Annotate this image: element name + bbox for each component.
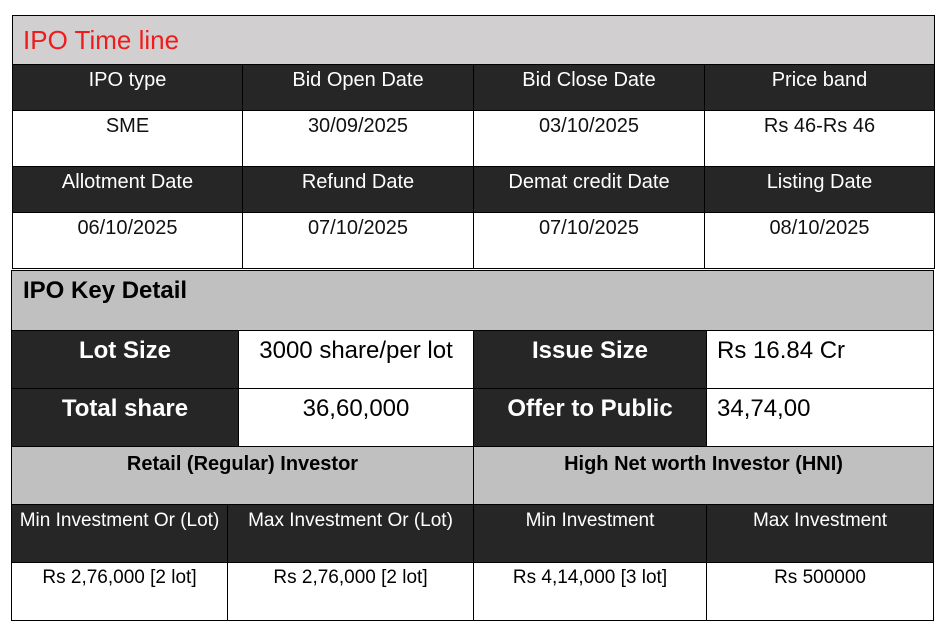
timeline-header-row-2 bbox=[13, 167, 935, 213]
header-price-band: Price band bbox=[705, 65, 935, 111]
lot-size-row bbox=[12, 331, 934, 389]
value-allotment-date: 06/10/2025 bbox=[13, 213, 243, 269]
offer-public-label: Offer to Public bbox=[474, 389, 707, 447]
timeline-header-row-1 bbox=[13, 65, 935, 111]
offer-public-value: 34,74,00 bbox=[707, 389, 934, 447]
header-retail-max-investment: Max Investment Or (Lot) bbox=[228, 505, 474, 563]
header-hni-min-investment: Min Investment bbox=[474, 505, 707, 563]
value-retail-min-investment: Rs 2,76,000 [2 lot] bbox=[12, 563, 228, 621]
issue-size-value: Rs 16.84 Cr bbox=[707, 331, 934, 389]
header-demat-credit-date: Demat credit Date bbox=[474, 167, 705, 213]
ipo-timeline-table bbox=[12, 15, 935, 269]
header-bid-open-date: Bid Open Date bbox=[243, 65, 474, 111]
value-hni-max-investment: Rs 500000 bbox=[707, 563, 934, 621]
header-allotment-date: Allotment Date bbox=[13, 167, 243, 213]
total-share-label: Total share bbox=[12, 389, 239, 447]
value-listing-date: 08/10/2025 bbox=[705, 213, 935, 269]
value-bid-open-date: 30/09/2025 bbox=[243, 111, 474, 167]
header-ipo-type: IPO type bbox=[13, 65, 243, 111]
retail-investor-heading: Retail (Regular) Investor bbox=[12, 447, 474, 505]
key-detail-title: IPO Key Detail bbox=[12, 271, 934, 331]
timeline-title: IPO Time line bbox=[13, 16, 935, 65]
value-refund-date: 07/10/2025 bbox=[243, 213, 474, 269]
ipo-key-detail-table bbox=[11, 270, 934, 621]
header-listing-date: Listing Date bbox=[705, 167, 935, 213]
value-retail-max-investment: Rs 2,76,000 [2 lot] bbox=[228, 563, 474, 621]
header-retail-min-investment: Min Investment Or (Lot) bbox=[12, 505, 228, 563]
value-price-band: Rs 46-Rs 46 bbox=[705, 111, 935, 167]
lot-size-label: Lot Size bbox=[12, 331, 239, 389]
total-share-row bbox=[12, 389, 934, 447]
investment-header-row bbox=[12, 505, 934, 563]
value-bid-close-date: 03/10/2025 bbox=[474, 111, 705, 167]
header-hni-max-investment: Max Investment bbox=[707, 505, 934, 563]
investor-group-row bbox=[12, 447, 934, 505]
header-bid-close-date: Bid Close Date bbox=[474, 65, 705, 111]
hni-investor-heading: High Net worth Investor (HNI) bbox=[474, 447, 934, 505]
lot-size-value: 3000 share/per lot bbox=[239, 331, 474, 389]
value-demat-credit-date: 07/10/2025 bbox=[474, 213, 705, 269]
timeline-value-row-1 bbox=[13, 111, 935, 167]
total-share-value: 36,60,000 bbox=[239, 389, 474, 447]
investment-value-row bbox=[12, 563, 934, 621]
issue-size-label: Issue Size bbox=[474, 331, 707, 389]
value-ipo-type: SME bbox=[13, 111, 243, 167]
value-hni-min-investment: Rs 4,14,000 [3 lot] bbox=[474, 563, 707, 621]
timeline-value-row-2 bbox=[13, 213, 935, 269]
header-refund-date: Refund Date bbox=[243, 167, 474, 213]
